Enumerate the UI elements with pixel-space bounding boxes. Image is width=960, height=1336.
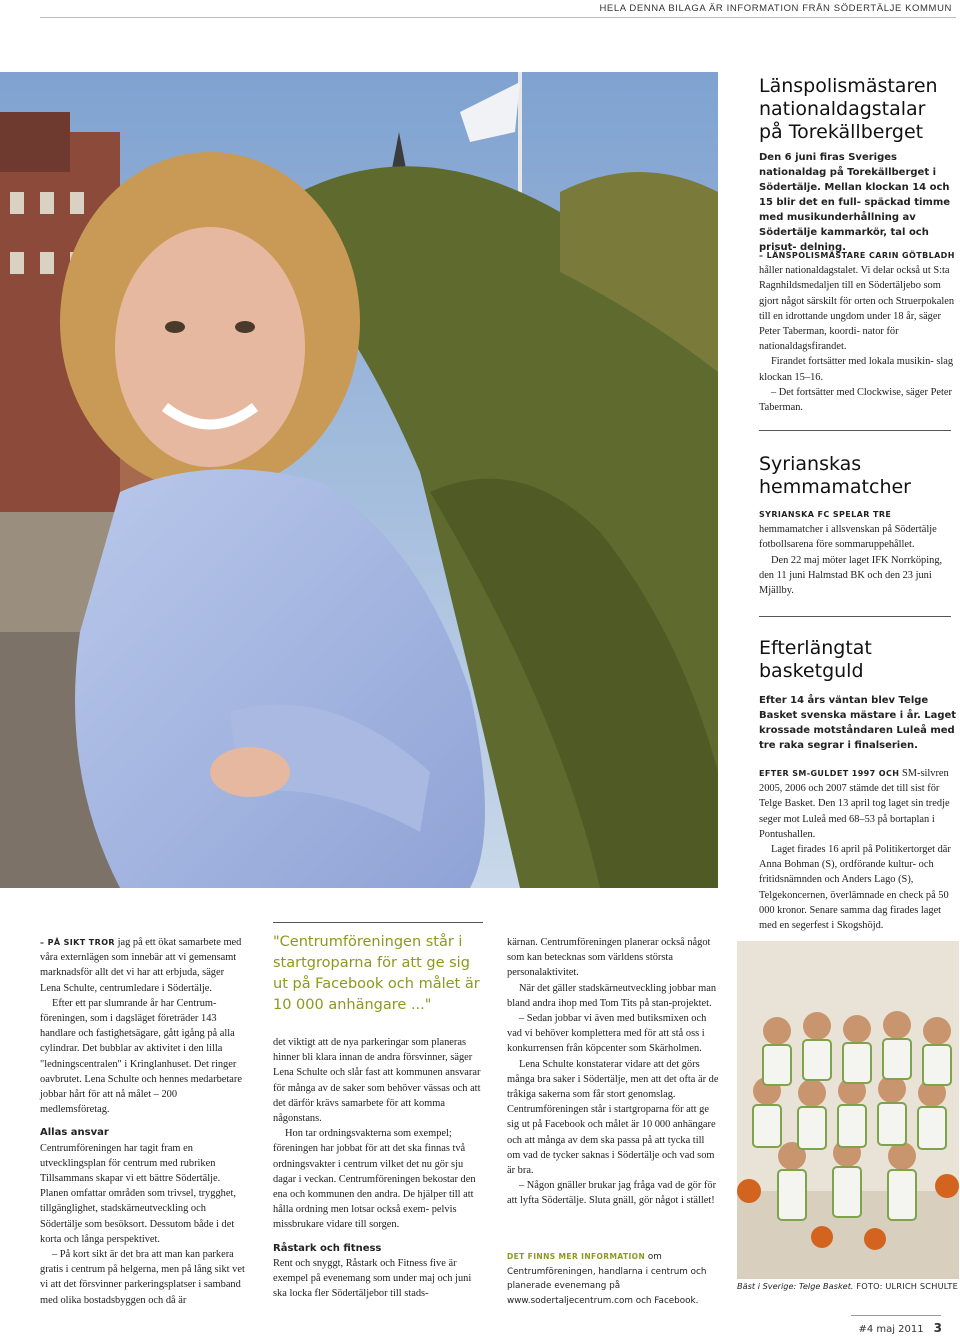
paragraph: SM-silvren 2005, 2006 och 2007 stämde det till sist för Telge Basket. Den 13 april tog laget sin tredje seger mot Luleå med 68–53 på bortaplan i Pontushallen. [759,768,950,840]
main-article-column-1 [40,935,246,1308]
article-lead: Den 6 juni firas Sveriges nationaldag på Torekällberget i Södertälje. Mellan klockan 14 och 15 blir det en full- späckad timme med musikunderhållning av Södertälje kammarkör, tal och prisut- delning. [759,152,951,253]
paragraph: jag på ett ökat samarbete med våra externlägen som innebär att vi gemensamt marknadsför allt det vi har att erbjuda, säger Lena Schulte, centrumledare i Södertälje. [40,937,242,994]
title-line: Länspolismästaren [759,75,938,97]
pull-quote: "Centrumföreningen står i startgroparna för att ge sig ut på Facebook och målet är 10 000 anhängare ..." [273,934,480,1013]
paragraph: det viktigt att de nya parkeringar som planeras hinner bli klara innan de andra försvinner, säger Lena Schulte och slår fast att kommunen ansvarar för många av de saker som behöver vässas och att det därför krävs samarbete för att komma någonstans. [273,1037,481,1125]
caption-text: Bäst i Sverige: Telge Basket. [737,1281,854,1291]
article-lead: Efter 14 års väntan blev Telge Basket svenska mästare i år. Laget krossade motståndaren Luleå med tre raka segrar i finalserien. [759,695,957,751]
title-line: hemmamatcher [759,476,911,498]
paragraph: Efter ett par slumrande år har Centrum- föreningen, som i dagsläget företräder 143 handlare och fastighetsägare, gått igång på alla cylindrar. Det bubblar av aktivitet i den lilla "ledningscentralen" i Kringlanhuset. Det ringer oavbrutet. Lena Schulte och hennes medarbetare jobbar hårt för att nå målet – 200 medlemsföretag. [40,997,242,1116]
paragraph: Den 22 maj möter laget IFK Norrköping, den 11 juni Halmstad BK och den 23 juni Mjällby. [759,554,943,597]
article-body [759,248,957,415]
info-note-caps: DET FINNS MER INFORMATION [507,1252,646,1261]
quote-rule [273,922,483,923]
subheading: Allas ansvar [40,1127,109,1139]
article-body [759,507,957,598]
paragraph: kärnan. Centrumföreningen planerar också något som kan betecknas som världens största personalaktivitet. [507,937,711,979]
paragraph: Laget firades 16 april på Politikertorget där Anna Bohman (S), ordförande kultur- och fritidsnämnden och Anders Lago (S), Telgekoncernen, överlämnade en check på 50 000 kronor. Senare samma dag firades laget med en segerfest i Skogshöjd. [759,844,951,932]
photo-credit: FOTO: ULRICH SCHULTE [853,1281,958,1291]
paragraph: – Sedan jobbar vi även med butiksmixen och vad vi behöver komplettera med för att stå oss i konkurrensen från köpcenter som Skärholmen. [507,1013,707,1055]
article-title-basketguld [759,637,959,683]
article-body [759,766,957,933]
info-note [507,1250,719,1308]
caps-intro: – LÄNSPOLISMÄSTARE CARIN GÖTBLADH [759,251,955,260]
page-number: 3 [933,1321,942,1335]
paragraph: – På kort sikt är det bra att man kan parkera gratis i centrum på helgerna, men på lång sikt vet vi att det försvinner parkeringsplatser i samband med olika bostadsbyggen och då är [40,1249,245,1306]
paragraph: Centrumföreningen har tagit fram en utvecklingsplan för centrum med rubriken Tillsammans skapar vi ett bättre Södertälje. Planen omfattar områden som trivsel, trygghet, tillgänglighet, stadskärneutveckling och Södertälje som besöksort. Dessutom både i det korta och långa perspektivet. [40,1142,236,1245]
page-footer [858,1321,942,1335]
team-photo [737,941,959,1279]
section-header: HELA DENNA BILAGA ÄR INFORMATION FRÅN SÖDERTÄLJE KOMMUN [599,3,952,14]
footer-rule [851,1315,941,1316]
section-divider [759,430,951,431]
title-line: Efterlängtat [759,637,872,659]
paragraph: Lena Schulte konstaterar vidare att det görs många bra saker i Södertälje, men att det ofta är de tråkiga sakerna som får stort genomslag. Centrumföreningen står i startgroparna för att ge sig ut på Facebook och målet är 10 000 anhängare och att många av dem ska passa på att tycka till om vad de tycker saknas i Södertälje och vad som är bra. [507,1058,719,1177]
title-line: Syrianskas [759,453,862,475]
title-line: basketguld [759,660,864,682]
paragraph: håller nationaldagstalet. Vi delar också ut S:ta Ragnhildsmedaljen till en Södertäljebo som gjort något särskilt för orten och Struerpokalen till en idrottande ungdom under 18 år, säger Peter Taberman, koordi- nator för nationaldagsfirandet. [759,265,955,353]
hero-photo [0,72,718,888]
info-note-text: om Centrumföreningen, handlarna i centrum och planerade evenemang på www.sodertaljecentrum.com och Facebook. [507,1252,707,1306]
paragraph: hemmamatcher i allsvenskan på Södertälje fotbollsarena före sommaruppehållet. [759,524,937,551]
paragraph: Rent och snyggt, Råstark och Fitness five är exempel på evenemang som under maj och juni ska locka fler Södertäljebor till stads- [273,1257,472,1300]
caps-intro: – PÅ SIKT TROR [40,938,115,947]
photo-caption [737,1281,960,1291]
article-title-syrianska [759,453,959,499]
main-article-column-2 [273,1035,483,1301]
title-line: nationaldagstalar [759,98,926,120]
article-title-nationaldag [759,75,959,144]
paragraph: – Det fortsätter med Clockwise, säger Peter Taberman. [759,386,952,414]
issue-label: #4 maj 2011 [858,1324,924,1335]
main-article-column-3 [507,935,719,1209]
title-line: på Torekällberget [759,121,924,143]
subheading: Råstark och fitness [273,1242,382,1254]
paragraph: – Någon gnäller brukar jag fråga vad de gör för att lyfta Södertälje. Sluta gnäll, gör något i stället! [507,1180,717,1207]
header-rule [40,17,956,18]
caps-intro: EFTER SM-GULDET 1997 OCH [759,769,900,778]
paragraph: När det gäller stadskärneutveckling jobbar man bland andra ihop med Tom Tits på stan-projektet. [507,982,717,1009]
caps-intro: SYRIANSKA FC SPELAR TRE [759,510,892,519]
section-divider [759,616,951,617]
paragraph: Hon tar ordningsvakterna som exempel; föreningen har jobbat för att det ska finnas två ordningsvakter i centrum vilket det nu gör sju dagar i veckan. Centrumföreningen bekostar den ena och kommunen den andra. De hjälper till att hålla ordning men lotsar också exem- pelvis missbrukare vidare till sorgen. [273,1128,476,1231]
paragraph: Firandet fortsätter med lokala musikin- slag klockan 15–16. [759,356,954,383]
